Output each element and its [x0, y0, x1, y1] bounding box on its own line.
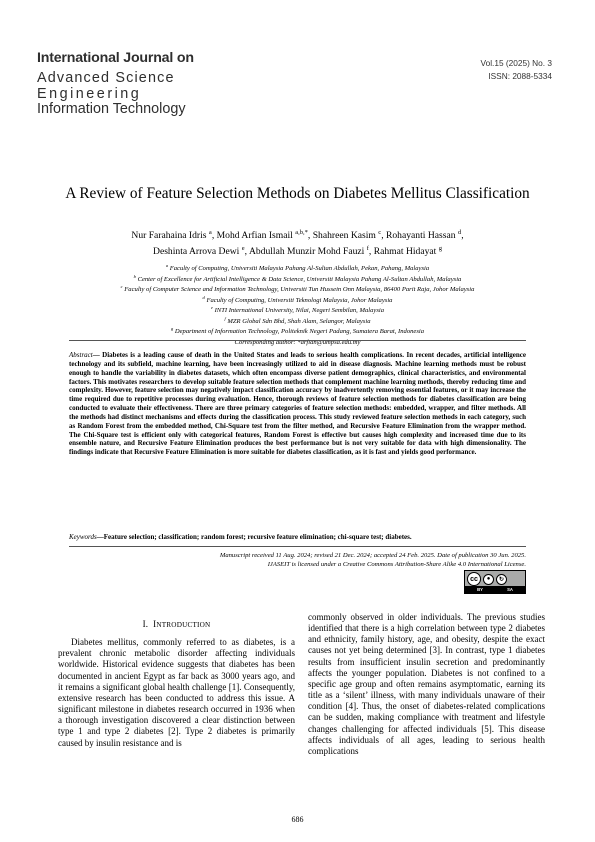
author: Rohayanti Hassan $^d$: [385, 228, 462, 241]
volume-issn-block: [481, 57, 553, 83]
journal-logo-line2: Advanced Science: [37, 70, 175, 86]
cc-sa-label: SA: [507, 587, 513, 592]
author: Deshinta Arrova Dewi $^e$: [153, 244, 245, 257]
creative-commons-icon: cc: [467, 572, 481, 586]
body-column-left: [58, 619, 295, 749]
keywords-label: Keywords: [69, 533, 97, 541]
keywords: [69, 533, 526, 542]
body-column-right: [308, 612, 545, 757]
keywords-text: —Feature selection; classification; random forest; recursive feature elimination; chi-square test; diabetes.: [96, 533, 412, 541]
manuscript-dates: Manuscript received 11 Aug. 2024; revised 21 Dec. 2024; accepted 24 Feb. 2025. Date of publication 30 Jun. 2025.: [219, 552, 526, 559]
page-number: 686: [291, 815, 304, 824]
cc-license-badge[interactable]: [464, 570, 526, 594]
introduction-paragraph-continued: commonly observed in older individuals. The previous studies identified that there is a high correlation between type 2 diabetes and ethnicity, family history, age, and obesity, despite the exact causes not yet being determined [3]. In contrast, type 1 diabetes results from insufficient insulin secretion and predominantly affects the younger population. Diabetes is not confined to a specific age group and often remains asymptomatic, earning its title as a ‘silent’ illness, with many individuals unaware of their condition [4]. Thus, the onset of diabetes-related complications can be sudden, making compliance with treatment and lifestyle changes challenging for affected individuals [5]. This disease affects individuals of all ages, leading to serious health complications: [308, 612, 545, 756]
journal-logo-line4: Information Technology: [37, 101, 186, 117]
volume-label: Vol.15 (2025) No. 3: [480, 58, 552, 68]
affiliation: $^g$ Department of Information Technology, Politeknik Negeri Padang, Sumatera Barat, Indonesia: [170, 325, 425, 335]
author: Rahmat Hidayat $^g$: [373, 244, 442, 257]
cc-by-label: BY: [477, 587, 483, 592]
abstract-text: — Diabetes is a leading cause of death in the United States and leads to serious health complications. In recent decades, artificial intelligence technology and its subfield, machine learning, have been increasingly utilized to aid in disease diagnosis. Machine learning methods must be robust enough to handle the variability in diabetes datasets, which often encompass diverse patient demographics, clinical characteristics, and environmental factors. This motivates researchers to develop suitable feature selection methods that complement machine learning methods, thereby reducing time and complexity. However, feature selection may negatively impact classification accuracy by inadvertently removing essential features, or it may increase the time required due to repetitive processes during evaluation. Hence, thorough reviews of feature selection methods for diabetes classification are being conducted to evaluate their effectiveness. There are three primary categories of feature selection methods: embedded, wrapper, and filter methods. All the methods had distinct mechanisms and effects during the classification process. This study reviewed feature selection methods in each category, such as Random Forest from the embedded method, Chi-Square test from the filter method, and Recursive Feature Elimination from the wrapper method. The Chi-Square test is efficient only with categorical features, Random Forest is effective but causes high complexity and increased time due to its ensemble nature, and Recursive Feature Elimination produces the best performance but is not very suitable for data with high dimensionality. The findings indicate that Recursive Feature Elimination is more suitable for diabetes classification, as it is fast and yields good performance.: [69, 351, 526, 457]
corresponding-author[interactable]: Corresponding author: *arfian@umpsa.edu.my: [234, 338, 361, 346]
author-list: Nur Farahaina Idris $^a$, Mohd Arfian Ismail $^{a,b,*}$, Shahreen Kasim $^c$, Rohayanti Hassan $^d$, Deshinta Arrova Dewi $^e$, Abdullah Munzir Mohd Fauzi $^f$, Rahmat Hidayat $^g$: [131, 228, 464, 257]
author: Mohd Arfian Ismail $^{a,b,*}$: [216, 228, 308, 241]
license-statement[interactable]: IJASEIT is licensed under a Creative Commons Attribution-Share Alike 4.0 International License.: [267, 561, 526, 568]
introduction-paragraph: Diabetes mellitus, commonly referred to as diabetes, is a prevalent chronic metabolic disorder affecting individuals worldwide. Historical evidence suggests that diabetes has been documented in ancient Egypt as far back as 3000 years ago, and it remains a significant global health challenge [1]. Consequently, extensive research has been conducted to address this issue. A significant milestone in diabetes research occurred in 1936 when a thorough investigation discovered a clear distinction between type 1 and type 2 diabetes [2]. Type 2 diabetes is primarily caused by insulin resistance and is: [58, 637, 295, 748]
affiliation: $^c$ Faculty of Computer Science and Information Technology, Universiti Tun Hussein Onn Malaysia, 86400 Parit Raja, Johor Malaysia: [120, 283, 475, 293]
issn-label: ISSN: 2088-5334: [488, 71, 552, 81]
affiliation: $^b$ Center of Excellence for Artificial Intelligence & Data Science, Universiti Malaysia Pahang Al-Sultan Abdullah, Malaysia: [133, 273, 462, 283]
author: Nur Farahaina Idris $^a$: [131, 228, 212, 241]
affiliation: $^a$ Faculty of Computing, Universiti Malaysia Pahang Al-Sultan Abdullah, Pekan, Pahang, Malaysia: [165, 262, 430, 272]
abstract: [69, 351, 526, 457]
affiliation-list: [40, 264, 555, 348]
share-alike-icon: ↻: [496, 574, 507, 585]
journal-logo: [37, 50, 237, 118]
affiliation: $^e$ INTI International University, Nilai, Negeri Sembilan, Malaysia: [210, 304, 385, 314]
author: Shahreen Kasim $^c$: [312, 228, 382, 241]
abstract-bottom-rule: [69, 546, 526, 547]
journal-logo-line1: International Journal on: [37, 50, 194, 66]
paper-title: A Review of Feature Selection Methods on Diabetes Mellitus Classification: [65, 185, 530, 202]
manuscript-info: [69, 551, 526, 569]
section-heading-introduction: I. INTRODUCTION: [142, 619, 211, 629]
affiliation: $^d$ Faculty of Computing, Universiti Teknologi Malaysia, Johor Malaysia: [202, 294, 393, 304]
attribution-icon: ●: [483, 574, 494, 585]
abstract-label: Abstract: [69, 351, 93, 359]
journal-logo-line3: Engineering: [37, 85, 142, 102]
affiliation: $^f$ MZR Global Sdn Bhd, Shah Alam, Selangor, Malaysia: [224, 315, 371, 325]
author: Abdullah Munzir Mohd Fauzi $^f$: [248, 244, 369, 257]
abstract-top-rule: [69, 340, 526, 341]
